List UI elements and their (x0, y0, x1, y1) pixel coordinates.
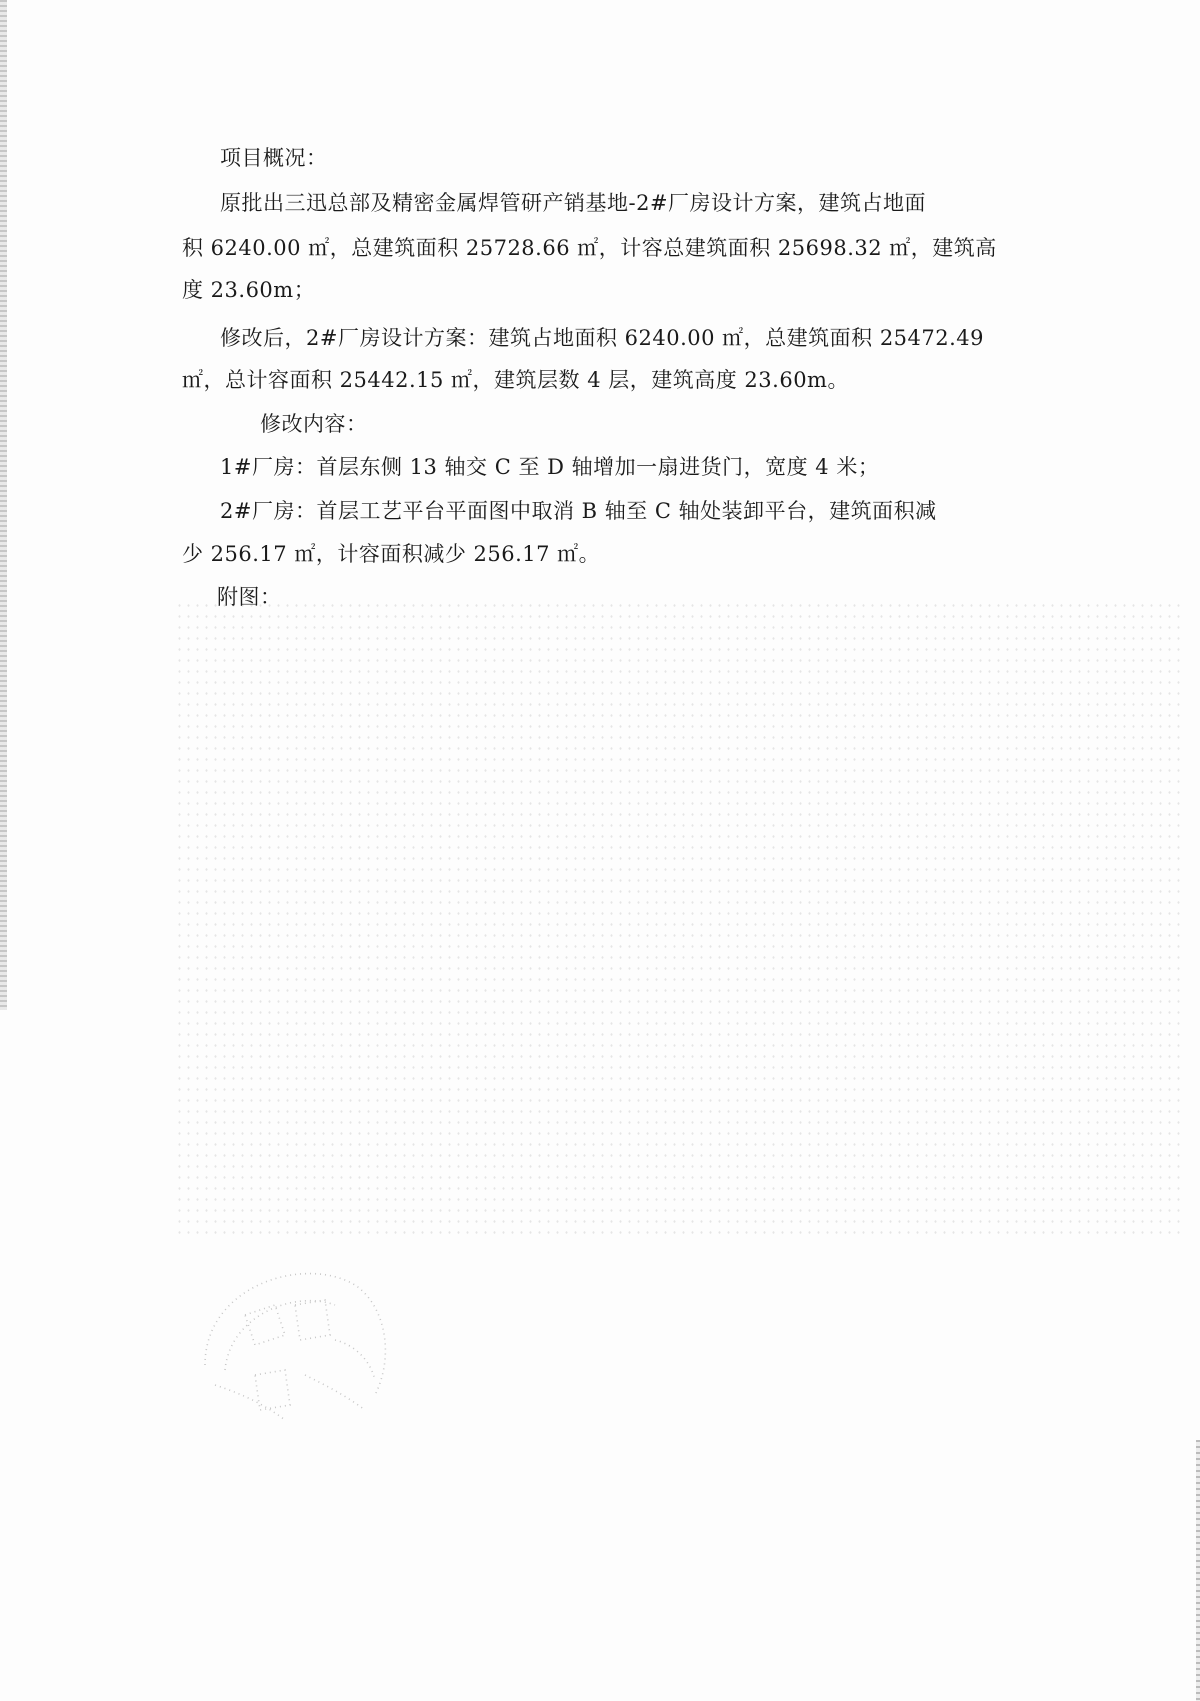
original-plan-line-2: 积 6240.00 ㎡，总建筑面积 25728.66 ㎡，计容总建筑面积 25698.32 ㎡，建筑高 (182, 236, 997, 260)
original-plan-line-1: 原批出三迅总部及精密金属焊管研产销基地-2#厂房设计方案，建筑占地面 (220, 191, 927, 215)
change-item-1: 1#厂房：首层东侧 13 轴交 C 至 D 轴增加一扇进货门，宽度 4 米； (220, 455, 880, 479)
section-heading-overview: 项目概况： (220, 146, 328, 170)
modified-plan-line-1: 修改后，2#厂房设计方案：建筑占地面积 6240.00 ㎡，总建筑面积 25472.49 (220, 326, 985, 350)
change-item-2-line-1: 2#厂房：首层工艺平台平面图中取消 B 轴至 C 轴处装卸平台，建筑面积减 (220, 499, 937, 523)
modified-plan-line-2: ㎡，总计容面积 25442.15 ㎡，建筑层数 4 层，建筑高度 23.60m。 (182, 368, 849, 392)
change-item-2-line-2: 少 256.17 ㎡，计容面积减少 256.17 ㎡。 (182, 542, 601, 566)
faded-seal-stamp (185, 1245, 415, 1435)
section-heading-changes: 修改内容： (260, 412, 368, 436)
dotted-watermark (175, 600, 1180, 1240)
scan-edge-right (1196, 1440, 1200, 1701)
original-plan-line-3: 度 23.60m； (182, 278, 316, 302)
section-heading-attachment: 附图： (217, 585, 282, 609)
scan-edge-left (0, 0, 7, 1010)
